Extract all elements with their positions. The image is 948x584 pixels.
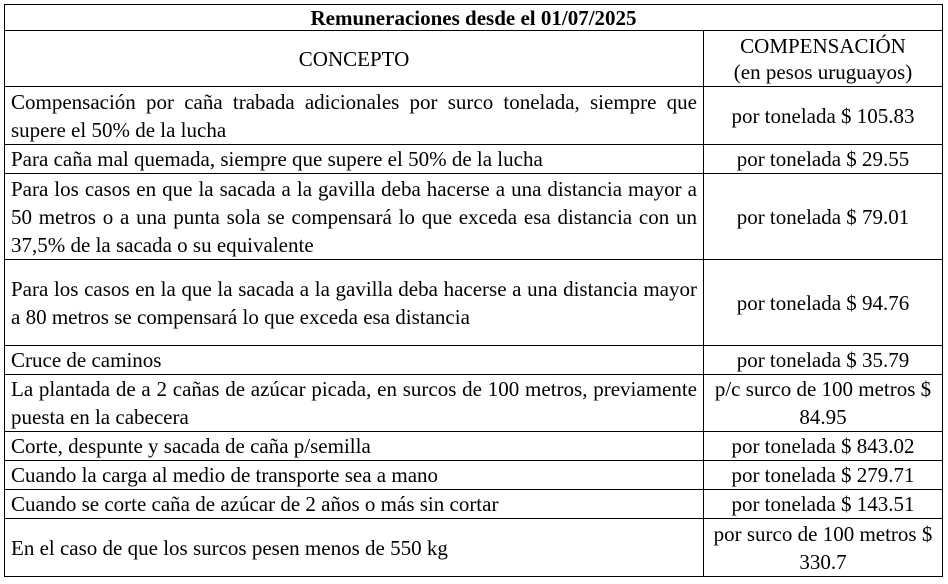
header-compensacion [704, 31, 943, 87]
concepto-cell: Para caña mal quemada, siempre que supere el 50% de la lucha [5, 145, 704, 174]
compensacion-cell: p/c surco de 100 metros $ 84.95 [704, 375, 943, 432]
table-row [5, 174, 943, 260]
table-title: Remuneraciones desde el 01/07/2025 [5, 5, 943, 31]
compensacion-cell: por tonelada $ 79.01 [704, 174, 943, 260]
compensacion-cell: por tonelada $ 29.55 [704, 145, 943, 174]
concepto-cell: Corte, despunte y sacada de caña p/semilla [5, 432, 704, 461]
table-row [5, 490, 943, 519]
table-row [5, 519, 943, 577]
table-row [5, 375, 943, 432]
table-row [5, 87, 943, 145]
concepto-cell: En el caso de que los surcos pesen menos de 550 kg [5, 519, 704, 577]
compensacion-cell: por tonelada $ 35.79 [704, 346, 943, 375]
concepto-cell: La plantada de a 2 cañas de azúcar picada, en surcos de 100 metros, previamente puesta en la cabecera [5, 375, 704, 432]
header-row [5, 31, 943, 87]
title-row [5, 5, 943, 31]
header-compensacion-unit: (en pesos uruguayos) [733, 59, 913, 84]
concepto-cell: Cuando se corte caña de azúcar de 2 años o más sin cortar [5, 490, 704, 519]
compensacion-cell: por tonelada $ 94.76 [704, 260, 943, 346]
concepto-cell: Para los casos en que la sacada a la gavilla deba hacerse a una distancia mayor a 50 metros o a una punta sola se compensará lo que exceda esa distancia con un 37,5% de la sacada o su equivalente [5, 174, 704, 260]
compensacion-cell: por tonelada $ 279.71 [704, 461, 943, 490]
table-row [5, 145, 943, 174]
header-concepto: CONCEPTO [5, 31, 704, 87]
header-compensacion-title: COMPENSACIÓN [740, 33, 906, 58]
concepto-cell: Compensación por caña trabada adicionales por surco tonelada, siempre que supere el 50% de la lucha [5, 87, 704, 145]
compensacion-cell: por tonelada $ 105.83 [704, 87, 943, 145]
table-row [5, 260, 943, 346]
concepto-cell: Cruce de caminos [5, 346, 704, 375]
compensacion-cell: por tonelada $ 143.51 [704, 490, 943, 519]
compensacion-cell: por tonelada $ 843.02 [704, 432, 943, 461]
compensacion-cell: por surco de 100 metros $ 330.7 [704, 519, 943, 577]
concepto-cell: Para los casos en la que la sacada a la gavilla deba hacerse a una distancia mayor a 80 metros se compensará lo que exceda esa distancia [5, 260, 704, 346]
table-row [5, 432, 943, 461]
table-row [5, 461, 943, 490]
remuneraciones-table [4, 4, 943, 577]
table-row [5, 346, 943, 375]
concepto-cell: Cuando la carga al medio de transporte sea a mano [5, 461, 704, 490]
